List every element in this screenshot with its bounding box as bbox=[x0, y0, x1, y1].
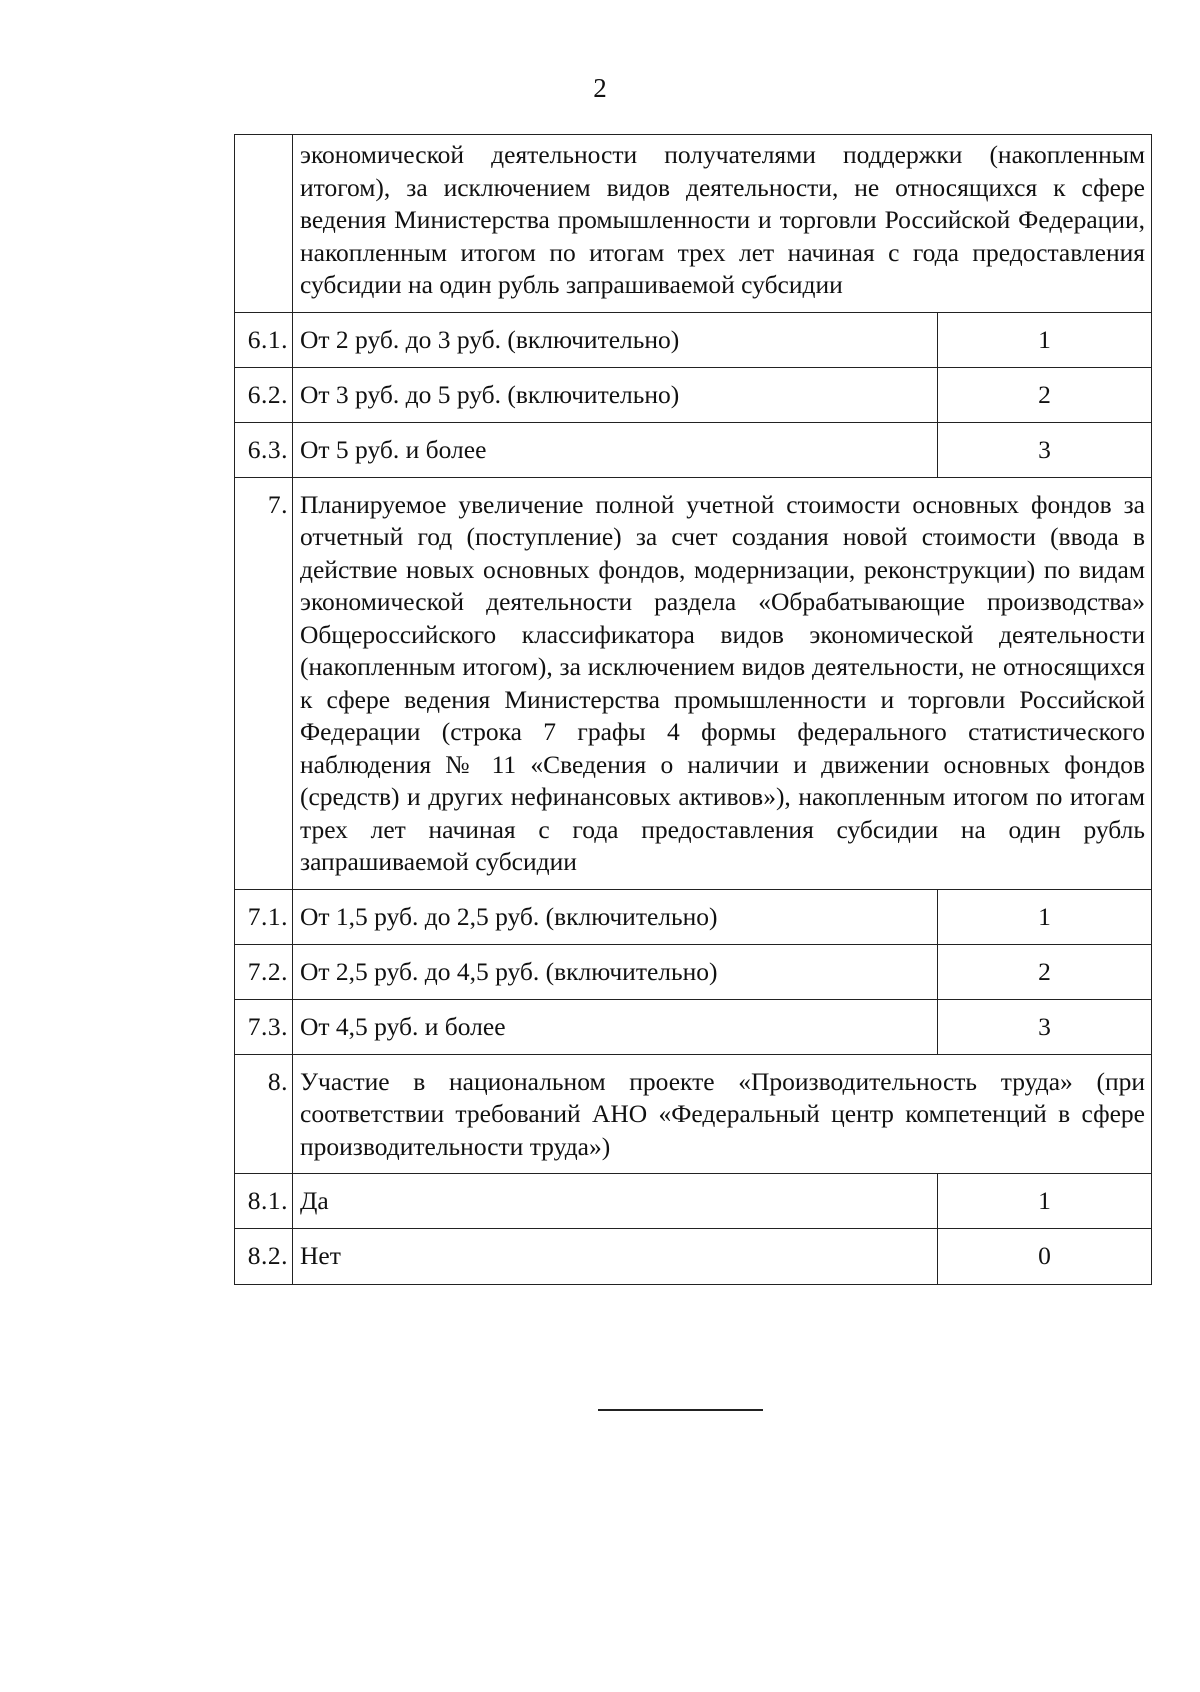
row-number: 7.3. bbox=[235, 999, 293, 1054]
row-number: 8.2. bbox=[235, 1229, 293, 1285]
table-row-7-3 bbox=[235, 999, 1152, 1054]
end-of-document-rule bbox=[598, 1409, 763, 1411]
option-text: От 5 руб. и более bbox=[293, 422, 938, 477]
row-number: 7. bbox=[235, 477, 293, 889]
score-value: 1 bbox=[938, 889, 1152, 944]
criterion-text: экономической деятельности получателями поддержки (накопленным итогом), за исключением видов деятельности, не относящихся к сфере ведения Министерства промышленности и торговли Российской Федерации, накопленным итогом по итогам трех лет начиная с года предоставления субсидии на один рубль запрашиваемой субсидии bbox=[293, 135, 1152, 313]
criterion-text: Участие в национальном проекте «Производительность труда» (при соответствии требований АНО «Федеральный центр компетенций в сфере производительности труда») bbox=[293, 1054, 1152, 1174]
score-value: 2 bbox=[938, 944, 1152, 999]
row-number bbox=[235, 135, 293, 313]
score-value: 2 bbox=[938, 367, 1152, 422]
table-row-continued bbox=[235, 135, 1152, 313]
option-text: От 2 руб. до 3 руб. (включительно) bbox=[293, 312, 938, 367]
table-row-7-1 bbox=[235, 889, 1152, 944]
option-text: От 4,5 руб. и более bbox=[293, 999, 938, 1054]
row-number: 8.1. bbox=[235, 1174, 293, 1229]
option-text: Нет bbox=[293, 1229, 938, 1285]
table-row-8 bbox=[235, 1054, 1152, 1174]
score-value: 1 bbox=[938, 312, 1152, 367]
page-number: 2 bbox=[593, 73, 607, 103]
option-text: От 3 руб. до 5 руб. (включительно) bbox=[293, 367, 938, 422]
row-number: 7.1. bbox=[235, 889, 293, 944]
table-row-7-2 bbox=[235, 944, 1152, 999]
score-value: 0 bbox=[938, 1229, 1152, 1285]
table-row-7 bbox=[235, 477, 1152, 889]
row-number: 6.2. bbox=[235, 367, 293, 422]
row-number: 6.1. bbox=[235, 312, 293, 367]
criteria-table bbox=[234, 134, 1152, 1285]
score-value: 1 bbox=[938, 1174, 1152, 1229]
table-row-6-3 bbox=[235, 422, 1152, 477]
option-text: От 1,5 руб. до 2,5 руб. (включительно) bbox=[293, 889, 938, 944]
criterion-text: Планируемое увеличение полной учетной стоимости основных фондов за отчетный год (поступление) за счет создания новой стоимости (ввода в действие новых основных фондов, модернизации, реконструкции) по видам экономической деятельности раздела «Обрабатывающие производства» Общероссийского классификатора видов экономической деятельности (накопленным итогом), за исключением видов деятельности, не относящихся к сфере ведения Министерства промышленности и торговли Российской Федерации (строка 7 графы 4 формы федерального статистического наблюдения № 11 «Сведения о наличии и движении основных фондов (средств) и других нефинансовых активов»), накопленным итогом по итогам трех лет начиная с года предоставления субсидии на один рубль запрашиваемой субсидии bbox=[293, 477, 1152, 889]
score-value: 3 bbox=[938, 422, 1152, 477]
row-number: 8. bbox=[235, 1054, 293, 1174]
table-row-6-2 bbox=[235, 367, 1152, 422]
score-value: 3 bbox=[938, 999, 1152, 1054]
table-row-6-1 bbox=[235, 312, 1152, 367]
row-number: 6.3. bbox=[235, 422, 293, 477]
table-row-8-1 bbox=[235, 1174, 1152, 1229]
option-text: От 2,5 руб. до 4,5 руб. (включительно) bbox=[293, 944, 938, 999]
option-text: Да bbox=[293, 1174, 938, 1229]
row-number: 7.2. bbox=[235, 944, 293, 999]
table-row-8-2 bbox=[235, 1229, 1152, 1285]
